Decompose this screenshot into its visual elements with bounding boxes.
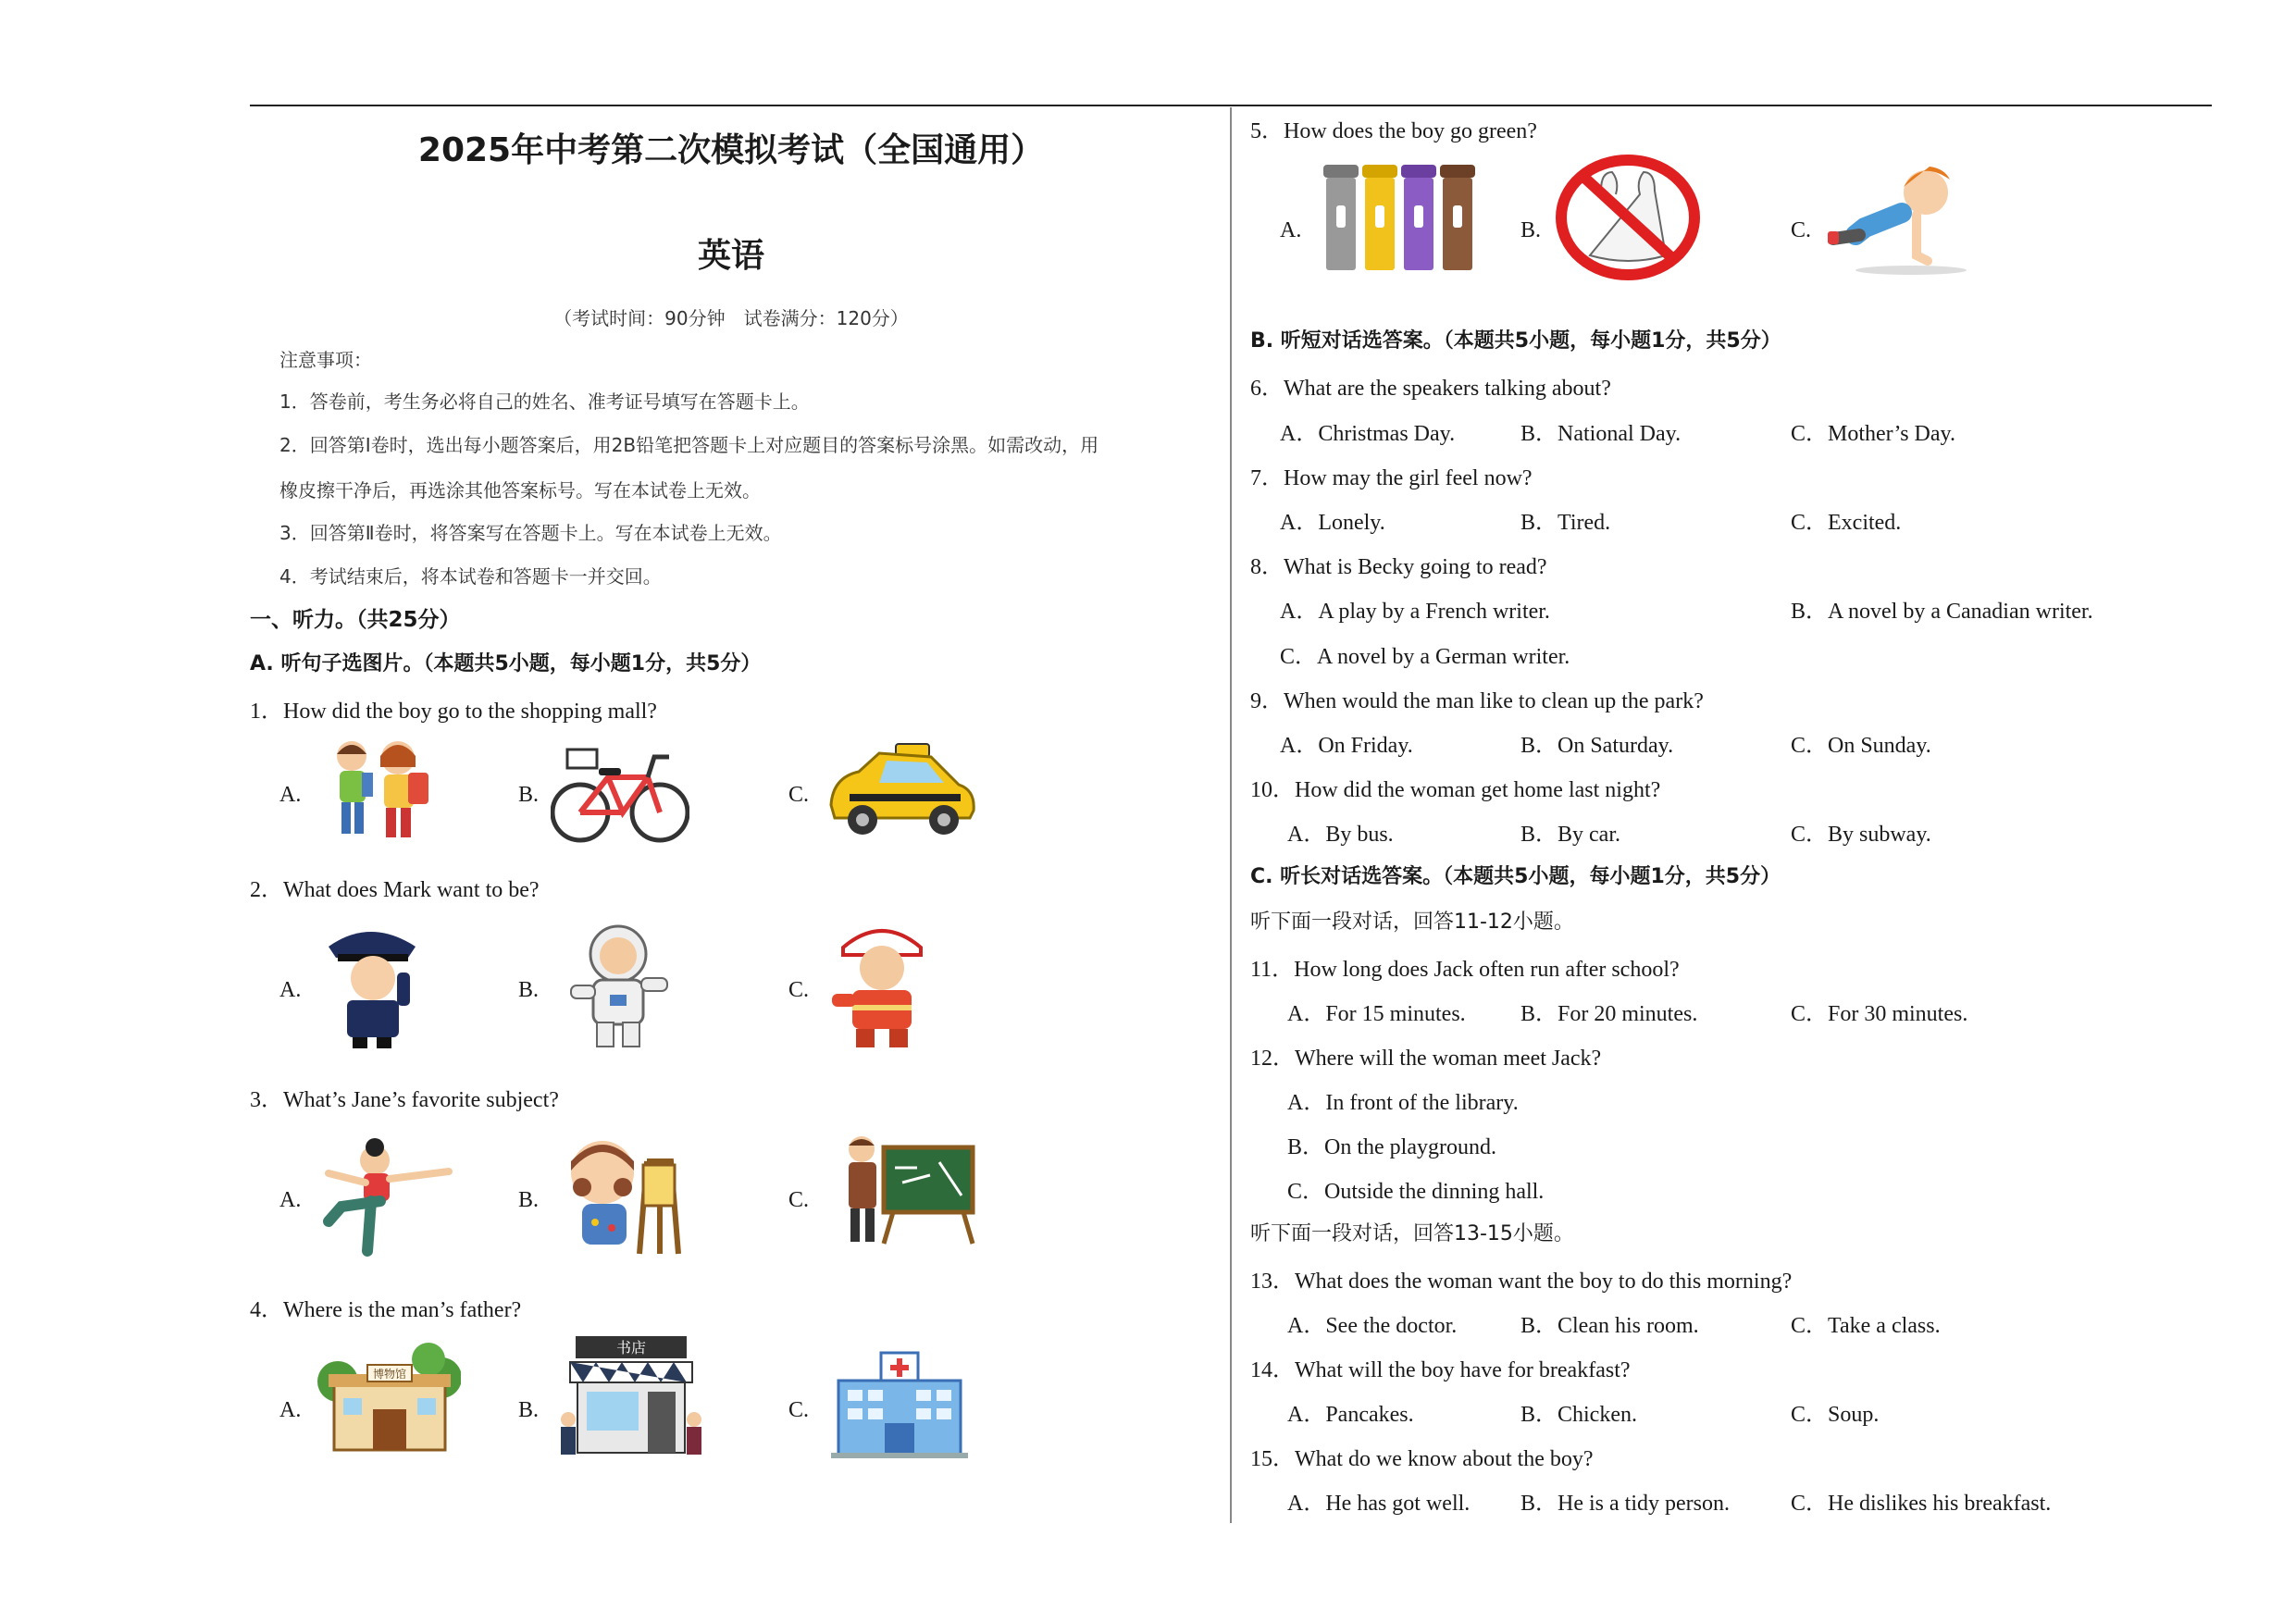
no-plastic-bag-icon [1555, 154, 1701, 281]
note-1: 1．答卷前，考生务必将自己的姓名、准考证号填写在答题卡上。 [279, 390, 810, 413]
police-officer-icon [319, 921, 426, 1050]
q9-option-b: B．On Saturday. [1520, 734, 1674, 758]
q4-label-a: A. [279, 1398, 302, 1422]
q13-option-b: B．Clean his room. [1520, 1314, 1699, 1338]
question-1: 1．How did the boy go to the shopping mall? [250, 700, 657, 724]
q14-option-a: A．Pancakes. [1287, 1403, 1414, 1427]
question-9: 9．When would the man like to clean up the park? [1250, 689, 1704, 713]
q14-option-b: B．Chicken. [1520, 1403, 1637, 1427]
q12-option-c: C．Outside the dinning hall. [1287, 1180, 1545, 1204]
q14-option-c: C．Soup. [1791, 1403, 1880, 1427]
question-3: 3．What’s Jane’s favorite subject? [250, 1088, 559, 1112]
q10-option-b: B．By car. [1520, 823, 1620, 847]
q2-label-c: C. [788, 978, 810, 1002]
exam-meta: （考试时间：90分钟 试卷满分：120分） [553, 307, 909, 329]
q15-option-c: C．He dislikes his breakfast. [1791, 1492, 2052, 1516]
question-7: 7．How may the girl feel now? [1250, 466, 1533, 490]
section-c-heading: C. 听长对话选答案。（本题共5小题，每小题1分，共5分） [1250, 865, 1781, 888]
note-3: 3．回答第Ⅱ卷时，将答案写在答题卡上。写在本试卷上无效。 [279, 522, 782, 544]
q5-label-c: C. [1791, 218, 1812, 242]
q15-option-a: A．He has got well. [1287, 1492, 1471, 1516]
q8-option-a: A．A play by a French writer. [1280, 600, 1550, 624]
question-15: 15．What do we know about the boy? [1250, 1447, 1594, 1471]
q10-option-c: C．By subway. [1791, 823, 1931, 847]
museum-sign-text: 博物馆 [372, 1368, 407, 1381]
q9-option-a: A．On Friday. [1280, 734, 1413, 758]
question-10: 10．How did the woman get home last night? [1250, 778, 1661, 802]
exercising-boy-icon [1828, 159, 1976, 278]
walking-children-icon [319, 736, 440, 847]
bookstore-sign-text: 书店 [615, 1339, 647, 1357]
page-title: 2025年中考第二次模拟考试（全国通用） [417, 131, 1045, 169]
q12-option-b: B．On the playground. [1287, 1135, 1496, 1159]
bicycle-icon [551, 740, 689, 847]
section-b-heading: B. 听短对话选答案。（本题共5小题，每小题1分，共5分） [1250, 329, 1781, 353]
q1-label-a: A. [279, 783, 302, 807]
question-12: 12．Where will the woman meet Jack? [1250, 1047, 1602, 1071]
math-teacher-icon [838, 1131, 976, 1246]
q15-option-b: B．He is a tidy person. [1520, 1492, 1730, 1516]
note-2a: 2．回答第Ⅰ卷时，选出每小题答案后，用2B铅笔把答题卡上对应题目的答案标号涂黑。如需改动，用 [279, 434, 1099, 456]
subject-title: 英语 [697, 237, 764, 275]
q6-option-a: A．Christmas Day. [1280, 422, 1456, 446]
q8-option-b: B．A novel by a Canadian writer. [1791, 600, 2093, 624]
firefighter-icon [826, 916, 937, 1050]
q4-label-b: B. [518, 1398, 540, 1422]
q3-label-a: A. [279, 1188, 302, 1212]
museum-icon [317, 1337, 461, 1457]
q1-label-c: C. [788, 783, 810, 807]
question-4: 4．Where is the man’s father? [250, 1298, 522, 1322]
painter-girl-icon [558, 1134, 688, 1263]
q8-option-c: C．A novel by a German writer. [1280, 645, 1570, 669]
q11-option-a: A．For 15 minutes. [1287, 1002, 1466, 1026]
q5-label-b: B. [1520, 218, 1542, 242]
q10-option-a: A．By bus. [1287, 823, 1394, 847]
notes-heading: 注意事项： [279, 349, 372, 371]
q7-option-b: B．Tired. [1520, 511, 1611, 535]
q13-option-c: C．Take a class. [1791, 1314, 1941, 1338]
q7-option-c: C．Excited. [1791, 511, 1902, 535]
q5-label-a: A. [1280, 218, 1302, 242]
q11-option-c: C．For 30 minutes. [1791, 1002, 1968, 1026]
q6-option-c: C．Mother’s Day. [1791, 422, 1955, 446]
question-11: 11．How long does Jack often run after school? [1250, 958, 1680, 982]
question-8: 8．What is Becky going to read? [1250, 555, 1547, 579]
q3-label-c: C. [788, 1188, 810, 1212]
note-2b: 橡皮擦干净后，再选涂其他答案标号。写在本试卷上无效。 [279, 479, 761, 502]
dancer-icon [319, 1136, 458, 1257]
q1-label-b: B. [518, 783, 540, 807]
note-4: 4．考试结束后，将本试卷和答题卡一并交回。 [279, 565, 662, 588]
q13-option-a: A．See the doctor. [1287, 1314, 1458, 1338]
dialogue-intro-2: 听下面一段对话，回答13-15小题。 [1250, 1222, 1574, 1245]
bookstore-icon [555, 1331, 708, 1460]
q11-option-b: B．For 20 minutes. [1520, 1002, 1698, 1026]
q2-label-a: A. [279, 978, 302, 1002]
q6-option-b: B．National Day. [1520, 422, 1682, 446]
part1-heading: 一、听力。（共25分） [250, 608, 461, 632]
hospital-icon [831, 1349, 968, 1460]
q9-option-c: C．On Sunday. [1791, 734, 1931, 758]
recycling-bins-icon [1322, 159, 1477, 274]
taxi-icon [822, 740, 979, 842]
q2-label-b: B. [518, 978, 540, 1002]
question-5: 5．How does the boy go green? [1250, 119, 1537, 143]
section-a-heading: A. 听句子选图片。（本题共5小题，每小题1分，共5分） [250, 652, 762, 675]
q3-label-b: B. [518, 1188, 540, 1212]
dialogue-intro-1: 听下面一段对话，回答11-12小题。 [1250, 911, 1574, 934]
top-rule [250, 105, 2212, 106]
q12-option-a: A．In front of the library. [1287, 1091, 1519, 1115]
question-6: 6．What are the speakers talking about? [1250, 377, 1611, 401]
q7-option-a: A．Lonely. [1280, 511, 1385, 535]
question-2: 2．What does Mark want to be? [250, 878, 540, 902]
question-14: 14．What will the boy have for breakfast? [1250, 1358, 1631, 1382]
astronaut-icon [558, 921, 678, 1050]
question-13: 13．What does the woman want the boy to do this morning? [1250, 1270, 1793, 1294]
q4-label-c: C. [788, 1398, 810, 1422]
